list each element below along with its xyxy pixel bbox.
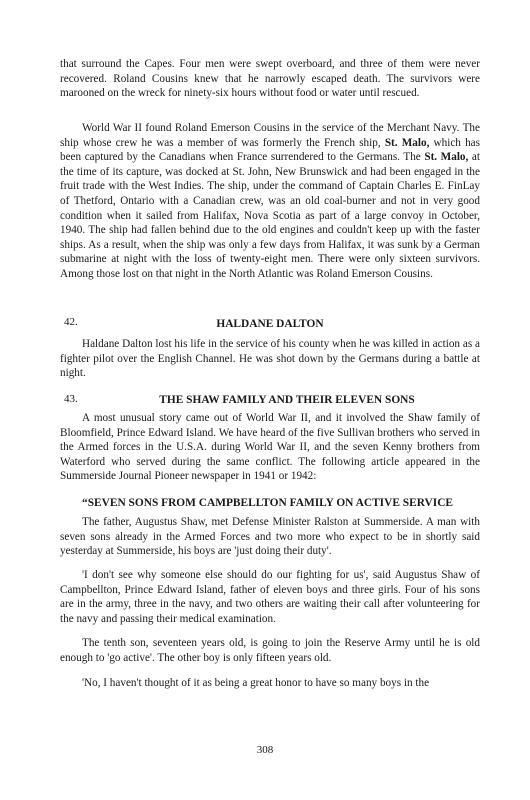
paragraph-text: at the time of its capture, was docked at St. John, New Brunswick and had been engaged in the fruit trade with the West Indies. The ship, under the command of Captain Charles E. FinLay of Thetford, Ontario with a Canadian crew, was an old coal-burner and not in very good condition when it sailed from Halifax, Nova Scotia as part of a large convoy in October, 1940. The ship had fallen behind due to the old engines and couldn't keep up with the faster ships. As a result, when the ship was only a few days from Halifax, it was sunk by a German submarine at night with the loss of twenty-eight men. There were only sixteen survivors. Among those lost on that night in the North Atlantic was Roland Emerson Cousins.	[60, 151, 480, 280]
section-title-shaw-family: THE SHAW FAMILY AND THEIR ELEVEN SONS	[159, 394, 415, 406]
paragraph-shaw-intro: A most unusual story came out of World War II, and it involved the Shaw family of Bloomfield, Prince Edward Island. We have heard of the five Sullivan brothers who served in the Armed forces in the U.S.A. during World War II, and the seven Kenny brothers from Waterford who served during the same conflict. The following article appeared in the Summerside Journal Pioneer newspaper in 1941 or 1942:	[60, 412, 480, 483]
ship-name: St. Malo,	[384, 136, 430, 149]
page-number: 308	[256, 744, 274, 756]
paragraph-shaw-quote: 'I don't see why someone else should do our fighting for us', said Augustus Shaw of Campbellton, Prince Edward Island, father of eleven boys and three girls. Four of his sons are in the army, three in the navy, and two others are waiting their call after volunteering for the navy and passing their medical examination.	[60, 569, 480, 625]
paragraph-roland-cousins	[60, 121, 480, 282]
paragraph-cape-wreck: that surround the Capes. Four men were swept overboard, and three of them were never recovered. Roland Cousins knew that he narrowly escaped death. The survivors were marooned on the wreck for ninety-six hours without food or water until rescued.	[60, 58, 480, 100]
article-title: “SEVEN SONS FROM CAMPBELLTON FAMILY ON ACTIVE SERVICE	[82, 497, 454, 509]
paragraph-tenth-son: The tenth son, seventeen years old, is going to join the Reserve Army until he is old enough to 'go active'. The other boy is only fifteen years old.	[60, 637, 480, 664]
section-number: 42.	[64, 316, 78, 328]
section-number: 43.	[64, 393, 78, 405]
section-title-haldane-dalton: HALDANE DALTON	[216, 318, 324, 330]
paragraph-text: World War II found Roland Emerson Cousins in the service of the Merchant Navy. The ship whose crew he was a member of was formerly the French ship,	[60, 122, 480, 149]
paragraph-haldane-dalton: Haldane Dalton lost his life in the service of his county when he was killed in action as a fighter pilot over the English Channel. He was shot down by the Germans during a battle at night.	[60, 338, 480, 380]
paragraph-augustus-shaw: The father, Augustus Shaw, met Defense Minister Ralston at Summerside. A man with seven sons already in the Armed Forces and two more who expect to be in shortly said yesterday at Summerside, his boys are 'just doing their duty'.	[60, 516, 480, 558]
paragraph-honor: 'No, I haven't thought of it as being a great honor to have so many boys in the	[82, 677, 430, 689]
paragraph-text: which has been captured by the Canadians when France surrendered to the Germans. The	[60, 136, 480, 164]
ship-name: St. Malo,	[424, 151, 469, 164]
